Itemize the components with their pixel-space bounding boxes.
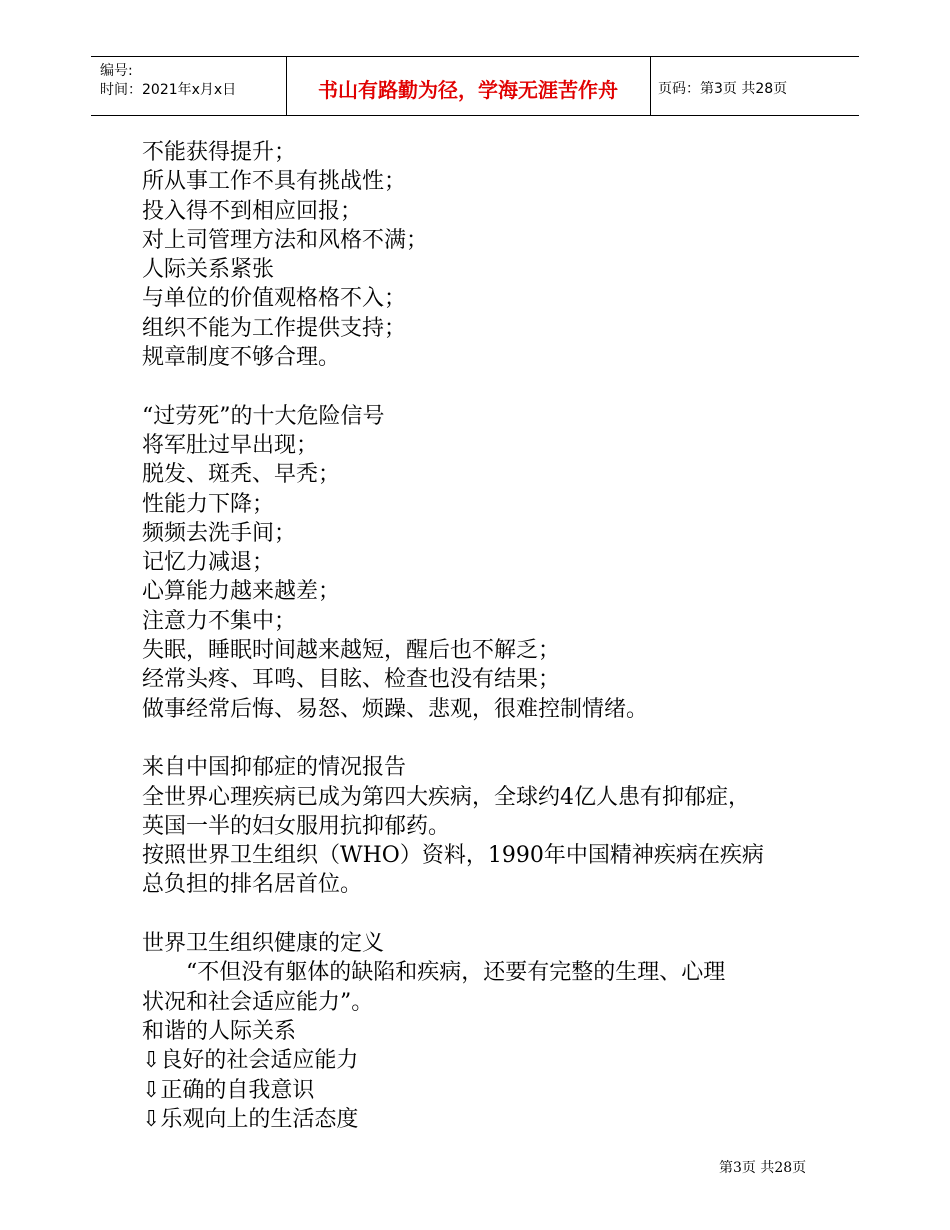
- section-heading: “过劳死”的十大危险信号: [142, 403, 385, 429]
- header-meta-cell: [91, 57, 287, 115]
- header-page-cell: [650, 57, 859, 115]
- text-line: 人际关系紧张: [142, 257, 275, 283]
- header-motto-cell: [286, 57, 651, 115]
- text-line: 不能获得提升；: [142, 140, 297, 165]
- paragraph-gap: [142, 724, 832, 753]
- text-line: 经常头疼、耳鸣、目眩、检查也没有结果；: [142, 667, 561, 693]
- header-page-number: 页码：第3页 共28页: [658, 81, 788, 97]
- page-footer: 第3页 共28页: [719, 1160, 807, 1176]
- text-line: 注意力不集中；: [142, 608, 297, 634]
- text-line: 和谐的人际关系: [142, 1018, 297, 1044]
- text-line: “不但没有躯体的缺陷和疾病，还要有完整的生理、心理: [186, 960, 726, 986]
- text-line: 做事经常后悔、易怒、烦躁、悲观，很难控制情绪。: [142, 696, 649, 722]
- text-line: 记忆力减退；: [142, 550, 275, 576]
- text-line: ⇩正确的自我意识: [142, 1077, 315, 1103]
- text-line: 脱发、斑秃、早秃；: [142, 462, 341, 488]
- text-line: 失眠，睡眠时间越来越短，醒后也不解乏；: [142, 638, 561, 664]
- text-line: 全世界心理疾病已成为第四大疾病，全球约4亿人患有抑郁症，: [142, 784, 750, 810]
- page-header: [91, 56, 859, 116]
- paragraph-depression-report: [142, 753, 832, 899]
- text-line: 按照世界卫生组织（WHO）资料，1990年中国精神疾病在疾病: [142, 843, 764, 869]
- document-number-label: 编号:: [100, 63, 133, 79]
- section-heading: 来自中国抑郁症的情况报告: [142, 755, 407, 781]
- text-line: 将军肚过早出现；: [142, 432, 319, 458]
- text-line: 状况和社会适应能力”。: [142, 989, 374, 1015]
- text-line: 组织不能为工作提供支持；: [142, 315, 407, 341]
- text-line: 英国一半的妇女服用抗抑郁药。: [142, 813, 451, 839]
- text-line: 规章制度不够合理。: [142, 345, 341, 371]
- text-line: 与单位的价值观格格不入；: [142, 286, 407, 312]
- text-line: 所从事工作不具有挑战性；: [142, 169, 407, 195]
- text-line: 对上司管理方法和风格不满；: [142, 227, 429, 253]
- text-line: 频频去洗手间；: [142, 520, 297, 546]
- document-date-label: 时间：2021年x月x日: [100, 82, 237, 98]
- paragraph-who-health-definition: [142, 929, 832, 1134]
- text-line: 性能力下降；: [142, 491, 275, 517]
- section-heading: 世界卫生组织健康的定义: [142, 931, 385, 957]
- paragraph-gap: [142, 372, 832, 401]
- header-motto: 书山有路勤为径，学海无涯苦作舟: [318, 78, 618, 102]
- text-line: 总负担的排名居首位。: [142, 872, 363, 898]
- text-line: ⇩良好的社会适应能力: [142, 1048, 359, 1074]
- paragraph-gap: [142, 900, 832, 929]
- text-line: 投入得不到相应回报；: [142, 198, 363, 224]
- text-line: ⇩乐观向上的生活态度: [142, 1106, 359, 1132]
- text-line: 心算能力越来越差；: [142, 579, 341, 605]
- paragraph-turnover-reasons: [142, 138, 832, 372]
- paragraph-overwork-signals: [142, 402, 832, 724]
- document-body: [142, 138, 832, 1134]
